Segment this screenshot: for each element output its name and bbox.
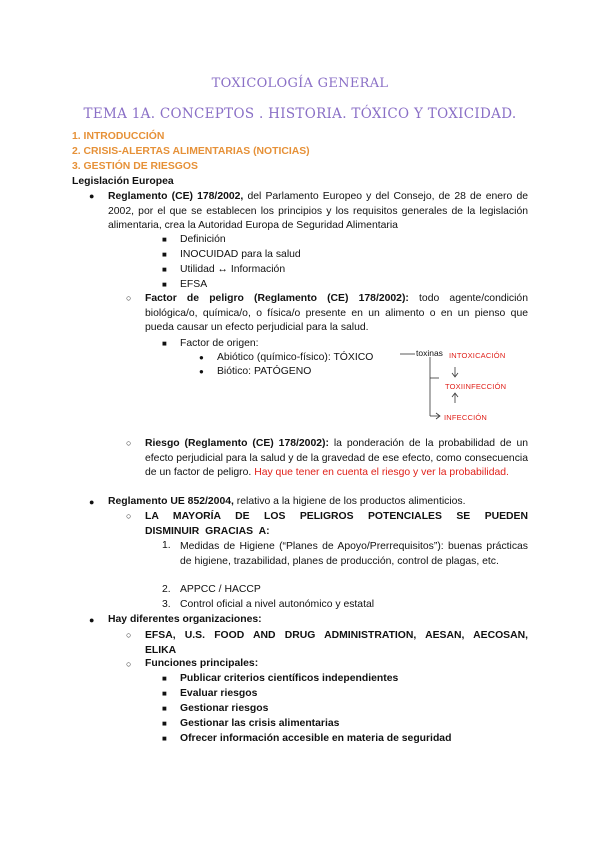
bullet-icon: ● xyxy=(89,191,95,201)
reg852-item-2: APPCC / HACCP xyxy=(180,584,261,595)
square-bullet-icon: ■ xyxy=(162,704,167,713)
square-bullet-icon: ■ xyxy=(162,250,167,259)
square-bullet-icon: ■ xyxy=(162,689,167,698)
circle-bullet-icon: ○ xyxy=(126,511,132,521)
reg178-item-4: EFSA xyxy=(180,279,208,290)
orgs-list: EFSA, U.S. FOOD AND DRUG ADMINISTRATION, AESAN, AECOSAN, ELIKA xyxy=(145,630,528,656)
function-item-3: Gestionar riesgos xyxy=(180,703,269,714)
square-bullet-icon: ■ xyxy=(162,235,167,244)
bullet-icon: ● xyxy=(199,353,204,362)
bullet-icon: ● xyxy=(89,615,95,625)
reg852-num-1: 1. xyxy=(162,540,171,551)
circle-bullet-icon: ○ xyxy=(126,438,132,448)
square-bullet-icon: ■ xyxy=(162,265,167,274)
bullet-icon: ● xyxy=(199,367,204,376)
course-title: TOXICOLOGÍA GENERAL xyxy=(211,76,389,91)
orgs-heading: Hay diferentes organizaciones: xyxy=(108,614,262,625)
index-item-1: 1. INTRODUCCIÓN xyxy=(72,131,165,142)
toxiinfection-label: TOXIINFECCIÓN xyxy=(445,382,507,391)
circle-bullet-icon: ○ xyxy=(126,630,132,640)
index-item-2: 2. CRISIS-ALERTAS ALIMENTARIAS (NOTICIAS) xyxy=(72,146,310,157)
bullet-icon: ● xyxy=(89,497,95,507)
function-item-4: Gestionar las crisis alimentarias xyxy=(180,718,340,729)
factor-paragraph xyxy=(145,292,528,336)
riesgo-paragraph xyxy=(145,437,528,481)
riesgo-desc: la ponderación de la probabilidad de un efecto perjudicial para la salud y de la gravedad de ese efecto, como consecuencia de un factor de peligro. xyxy=(145,438,528,479)
toxins-label: toxinas xyxy=(416,348,443,358)
reg178-desc: del Parlamento Europeo y del Consejo, de 28 de enero de 2002, por el que se establecen los principios y los requisitos generales de la legislación alimentaria, crea la Autoridad Europa de Seguridad Alimentaria xyxy=(108,191,528,232)
square-bullet-icon: ■ xyxy=(162,674,167,683)
topic-title: TEMA 1A. CONCEPTOS . HISTORIA. TÓXICO Y TOXICIDAD. xyxy=(83,106,517,122)
index-item-3: 3. GESTIÓN DE RIESGOS xyxy=(72,161,198,172)
square-bullet-icon: ■ xyxy=(162,339,167,348)
function-item-1: Publicar criterios científicos independientes xyxy=(180,673,399,684)
function-item-5: Ofrecer información accesible en materia de seguridad xyxy=(180,733,452,744)
reg852-heading: LA MAYORÍA DE LOS PELIGROS POTENCIALES SE PUEDEN DISMINUIR GRACIAS A: xyxy=(145,511,528,537)
reg852-num-2: 2. xyxy=(162,584,171,595)
circle-bullet-icon: ○ xyxy=(126,293,132,303)
square-bullet-icon: ■ xyxy=(162,280,167,289)
riesgo-note: Hay que tener en cuenta el riesgo y ver la probabilidad. xyxy=(254,467,509,479)
reg178-item-3: Utilidad ↔ Información xyxy=(180,264,286,275)
reg852-paragraph xyxy=(108,496,466,507)
intoxication-label: INTOXICACIÓN xyxy=(449,351,506,360)
factor-origin-label: Factor de origen: xyxy=(180,338,259,349)
factor-name: Factor de peligro (Reglamento (CE) 178/2002): xyxy=(145,293,409,304)
reg852-desc: relativo a la higiene de los productos alimenticios. xyxy=(233,496,466,507)
reg852-num-3: 3. xyxy=(162,599,171,610)
functions-heading: Funciones principales: xyxy=(145,658,259,669)
square-bullet-icon: ■ xyxy=(162,719,167,728)
function-item-2: Evaluar riesgos xyxy=(180,688,258,699)
reg852-item-3: Control oficial a nivel autonómico y estatal xyxy=(180,599,375,610)
reg852-item-1: Medidas de Higiene (“Planes de Apoyo/Prerrequisitos”): buenas prácticas de higiene, trazabilidad, planes de producción, control de plagas, etc. xyxy=(180,541,528,567)
reg178-name: Reglamento (CE) 178/2002, xyxy=(108,191,244,202)
factor-desc: todo agente/condición biológica/o, química/o, o física/o presente en un alimento o en un pienso que pueda causar un efecto perjudicial para la salud. xyxy=(145,293,528,334)
origin-abiotic: Abiótico (químico-físico): TÓXICO xyxy=(217,352,374,363)
reg852-name: Reglamento UE 852/2004, xyxy=(108,496,234,507)
origin-biotic: Biótico: PATÓGENO xyxy=(217,366,312,377)
reg178-item-1: Definición xyxy=(180,234,226,245)
reg178-paragraph xyxy=(108,190,528,234)
square-bullet-icon: ■ xyxy=(162,734,167,743)
riesgo-name: Riesgo (Reglamento (CE) 178/2002): xyxy=(145,438,329,449)
circle-bullet-icon: ○ xyxy=(126,659,132,669)
section-heading: Legislación Europea xyxy=(72,176,174,187)
reg178-item-2: INOCUIDAD para la salud xyxy=(180,249,301,260)
infection-label: INFECCIÓN xyxy=(444,413,488,422)
